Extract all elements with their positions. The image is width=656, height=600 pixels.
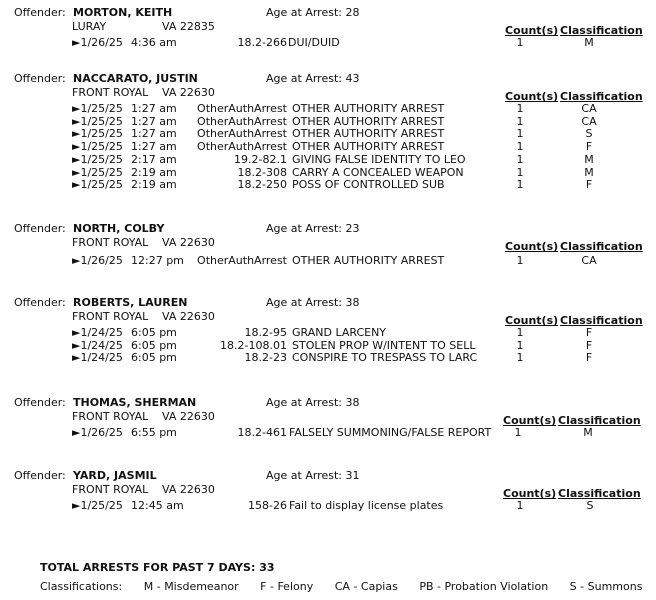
offender-state-zip: VA 22630: [162, 410, 215, 423]
charge-classification: CA: [581, 114, 597, 128]
age-label: Age at Arrest:: [266, 296, 342, 309]
charge-time: 6:05 pm: [131, 338, 177, 352]
offender-state-zip: VA 22630: [162, 236, 215, 249]
charge-date: ►1/26/25: [72, 254, 123, 267]
age-label: Age at Arrest:: [266, 72, 342, 85]
charge-date: ►1/24/25: [72, 326, 123, 339]
charge-classification: S: [586, 499, 594, 512]
offender-label: Offender:: [14, 72, 66, 85]
charge-description: OTHER AUTHORITY ARREST: [292, 140, 445, 154]
charge-time: 2:19 am: [131, 165, 177, 179]
charge-row: [0, 339, 656, 352]
legend-item: CA - Capias: [334, 580, 398, 593]
legend-item: M - Misdemeanor: [143, 580, 239, 593]
classification-header: Classification: [558, 414, 641, 427]
classification-header: Classification: [560, 314, 643, 327]
charge-row: [0, 499, 656, 512]
charge-classification: F: [585, 338, 593, 352]
classification-header: Classification: [558, 487, 641, 500]
classification-header: Classification: [560, 240, 643, 253]
offender-city: FRONT ROYAL: [72, 483, 149, 496]
charge-row: [0, 166, 656, 179]
charge-time: 4:36 am: [131, 36, 177, 49]
charge-date: ►1/25/25: [72, 499, 123, 512]
charge-count: 1: [516, 178, 524, 192]
charge-classification: CA: [581, 102, 597, 115]
charge-date: ►1/25/25: [72, 114, 123, 128]
charge-code: 18.2-308: [237, 165, 287, 179]
offender-city: FRONT ROYAL: [72, 236, 149, 249]
charge-row: [0, 36, 656, 49]
charge-classification: M: [584, 152, 594, 166]
charge-code: OtherAuthArrest: [197, 102, 287, 115]
counts-header: Count(s): [503, 414, 557, 427]
charge-count: 1: [516, 338, 524, 352]
charge-count: 1: [516, 326, 524, 339]
legend-label: Classifications:: [40, 580, 123, 593]
age-value: 43: [345, 72, 360, 85]
charge-row: [0, 102, 656, 115]
charge-classification: M: [584, 165, 594, 179]
charge-description: DUI/DUID: [288, 36, 340, 49]
charge-time: 12:27 pm: [131, 254, 184, 267]
charge-count: 1: [516, 127, 524, 141]
classification-header: Classification: [560, 90, 643, 103]
offender-city: FRONT ROYAL: [72, 310, 149, 323]
charge-code: 18.2-108.01: [220, 338, 287, 352]
age-at-arrest: [266, 6, 359, 19]
age-value: 31: [345, 469, 360, 482]
age-value: 38: [345, 396, 360, 409]
total-value: 33: [259, 561, 275, 574]
age-label: Age at Arrest:: [266, 396, 342, 409]
charge-time: 1:27 am: [131, 114, 177, 128]
offender-label: Offender:: [14, 6, 66, 19]
charge-code: 18.2-461: [237, 426, 287, 439]
charge-description: STOLEN PROP W/INTENT TO SELL: [292, 338, 476, 352]
charge-row: [0, 127, 656, 140]
charge-row: [0, 140, 656, 153]
charge-time: 1:27 am: [131, 102, 177, 115]
charge-classification: F: [585, 351, 593, 365]
offender-label: Offender:: [14, 222, 66, 235]
charge-count: 1: [516, 499, 524, 512]
charge-row: [0, 153, 656, 166]
classification-legend: [40, 580, 656, 593]
charge-code: 18.2-250: [237, 178, 287, 192]
offender-name: NORTH, COLBY: [73, 222, 165, 235]
charge-time: 6:05 pm: [131, 326, 177, 339]
charge-date: ►1/25/25: [72, 178, 123, 192]
age-label: Age at Arrest:: [266, 6, 342, 19]
charge-count: 1: [516, 152, 524, 166]
charge-code: 18.2-266: [237, 36, 287, 49]
charge-count: 1: [514, 426, 522, 439]
charge-date: ►1/26/25: [72, 36, 123, 49]
charge-count: 1: [516, 102, 524, 115]
legend-item: PB - Probation Violation: [419, 580, 549, 593]
charge-description: FALSELY SUMMONING/FALSE REPORT: [289, 426, 492, 439]
classification-header: Classification: [560, 24, 643, 37]
charge-time: 6:05 pm: [131, 351, 177, 365]
charge-classification: F: [585, 178, 593, 192]
charge-description: POSS OF CONTROLLED SUB: [292, 178, 445, 192]
counts-header: Count(s): [505, 240, 559, 253]
age-value: 28: [345, 6, 360, 19]
charge-row: [0, 326, 656, 339]
charge-time: 12:45 am: [131, 499, 184, 512]
offender-label: Offender:: [14, 469, 66, 482]
offender-block: [0, 222, 656, 302]
charge-date: ►1/25/25: [72, 152, 123, 166]
offender-name: NACCARATO, JUSTIN: [73, 72, 198, 85]
charge-row: [0, 254, 656, 267]
charge-count: 1: [516, 165, 524, 179]
legend-item: S - Summons: [569, 580, 643, 593]
charge-code: 18.2-95: [244, 326, 287, 339]
charge-description: CARRY A CONCEALED WEAPON: [292, 165, 464, 179]
charge-code: 158-26: [248, 499, 287, 512]
charge-count: 1: [516, 140, 524, 154]
charge-row: [0, 178, 656, 191]
charge-code: 18.2-23: [244, 351, 287, 365]
charge-description: OTHER AUTHORITY ARREST: [292, 114, 445, 128]
age-at-arrest: [266, 469, 359, 482]
age-value: 23: [345, 222, 360, 235]
charge-date: ►1/25/25: [72, 127, 123, 141]
charge-date: ►1/24/25: [72, 351, 123, 365]
charge-time: 1:27 am: [131, 127, 177, 141]
charge-row: [0, 115, 656, 128]
charge-description: OTHER AUTHORITY ARREST: [292, 254, 445, 267]
age-value: 38: [345, 296, 360, 309]
charge-date: ►1/25/25: [72, 140, 123, 154]
offender-block: [0, 72, 656, 192]
age-at-arrest: [266, 396, 359, 409]
charge-time: 1:27 am: [131, 140, 177, 154]
counts-header: Count(s): [505, 314, 559, 327]
counts-header: Count(s): [503, 487, 557, 500]
offender-city: FRONT ROYAL: [72, 410, 149, 423]
counts-header: Count(s): [505, 90, 559, 103]
charge-description: GIVING FALSE IDENTITY TO LEO: [292, 152, 466, 166]
offender-state-zip: VA 22630: [162, 310, 215, 323]
charge-date: ►1/26/25: [72, 426, 123, 439]
offender-name: YARD, JASMIL: [73, 469, 157, 482]
charge-classification: M: [584, 36, 594, 49]
charge-description: CONSPIRE TO TRESPASS TO LARC: [292, 351, 478, 365]
charge-description: OTHER AUTHORITY ARREST: [292, 127, 445, 141]
offender-city: FRONT ROYAL: [72, 86, 149, 99]
age-label: Age at Arrest:: [266, 222, 342, 235]
offender-state-zip: VA 22630: [162, 483, 215, 496]
charge-code: OtherAuthArrest: [197, 254, 287, 267]
offender-name: ROBERTS, LAUREN: [73, 296, 188, 309]
charge-time: 2:17 am: [131, 152, 177, 166]
offender-label: Offender:: [14, 296, 66, 309]
charge-description: OTHER AUTHORITY ARREST: [292, 102, 445, 115]
offender-label: Offender:: [14, 396, 66, 409]
age-at-arrest: [266, 296, 359, 309]
charge-classification: M: [583, 426, 593, 439]
charge-count: 1: [516, 114, 524, 128]
total-arrests: [40, 561, 275, 574]
charge-code: OtherAuthArrest: [197, 127, 287, 141]
total-label: TOTAL ARRESTS FOR PAST 7 DAYS:: [40, 561, 256, 574]
legend-item: F - Felony: [260, 580, 314, 593]
charge-classification: F: [585, 326, 593, 339]
charge-row: [0, 351, 656, 364]
charge-description: Fail to display license plates: [289, 499, 444, 512]
charge-description: GRAND LARCENY: [292, 326, 387, 339]
offender-name: THOMAS, SHERMAN: [73, 396, 197, 409]
age-at-arrest: [266, 222, 359, 235]
offender-block: [0, 296, 656, 376]
offender-name: MORTON, KEITH: [73, 6, 173, 19]
age-at-arrest: [266, 72, 359, 85]
charge-count: 1: [516, 351, 524, 365]
offender-block: [0, 469, 656, 549]
charge-code: OtherAuthArrest: [197, 140, 287, 154]
charge-date: ►1/24/25: [72, 338, 123, 352]
offender-state-zip: VA 22630: [162, 86, 215, 99]
charge-classification: F: [585, 140, 593, 154]
offender-block: [0, 396, 656, 476]
offender-city: LURAY: [72, 20, 107, 33]
charge-code: 19.2-82.1: [234, 152, 287, 166]
counts-header: Count(s): [505, 24, 559, 37]
charge-count: 1: [516, 254, 524, 267]
charge-date: ►1/25/25: [72, 165, 123, 179]
age-label: Age at Arrest:: [266, 469, 342, 482]
charge-classification: S: [585, 127, 593, 141]
charge-time: 2:19 am: [131, 178, 177, 192]
charge-count: 1: [516, 36, 524, 49]
charge-classification: CA: [581, 254, 597, 267]
charge-date: ►1/25/25: [72, 102, 123, 115]
charge-row: [0, 426, 656, 439]
charge-code: OtherAuthArrest: [197, 114, 287, 128]
offender-state-zip: VA 22835: [162, 20, 215, 33]
charge-time: 6:55 pm: [131, 426, 177, 439]
